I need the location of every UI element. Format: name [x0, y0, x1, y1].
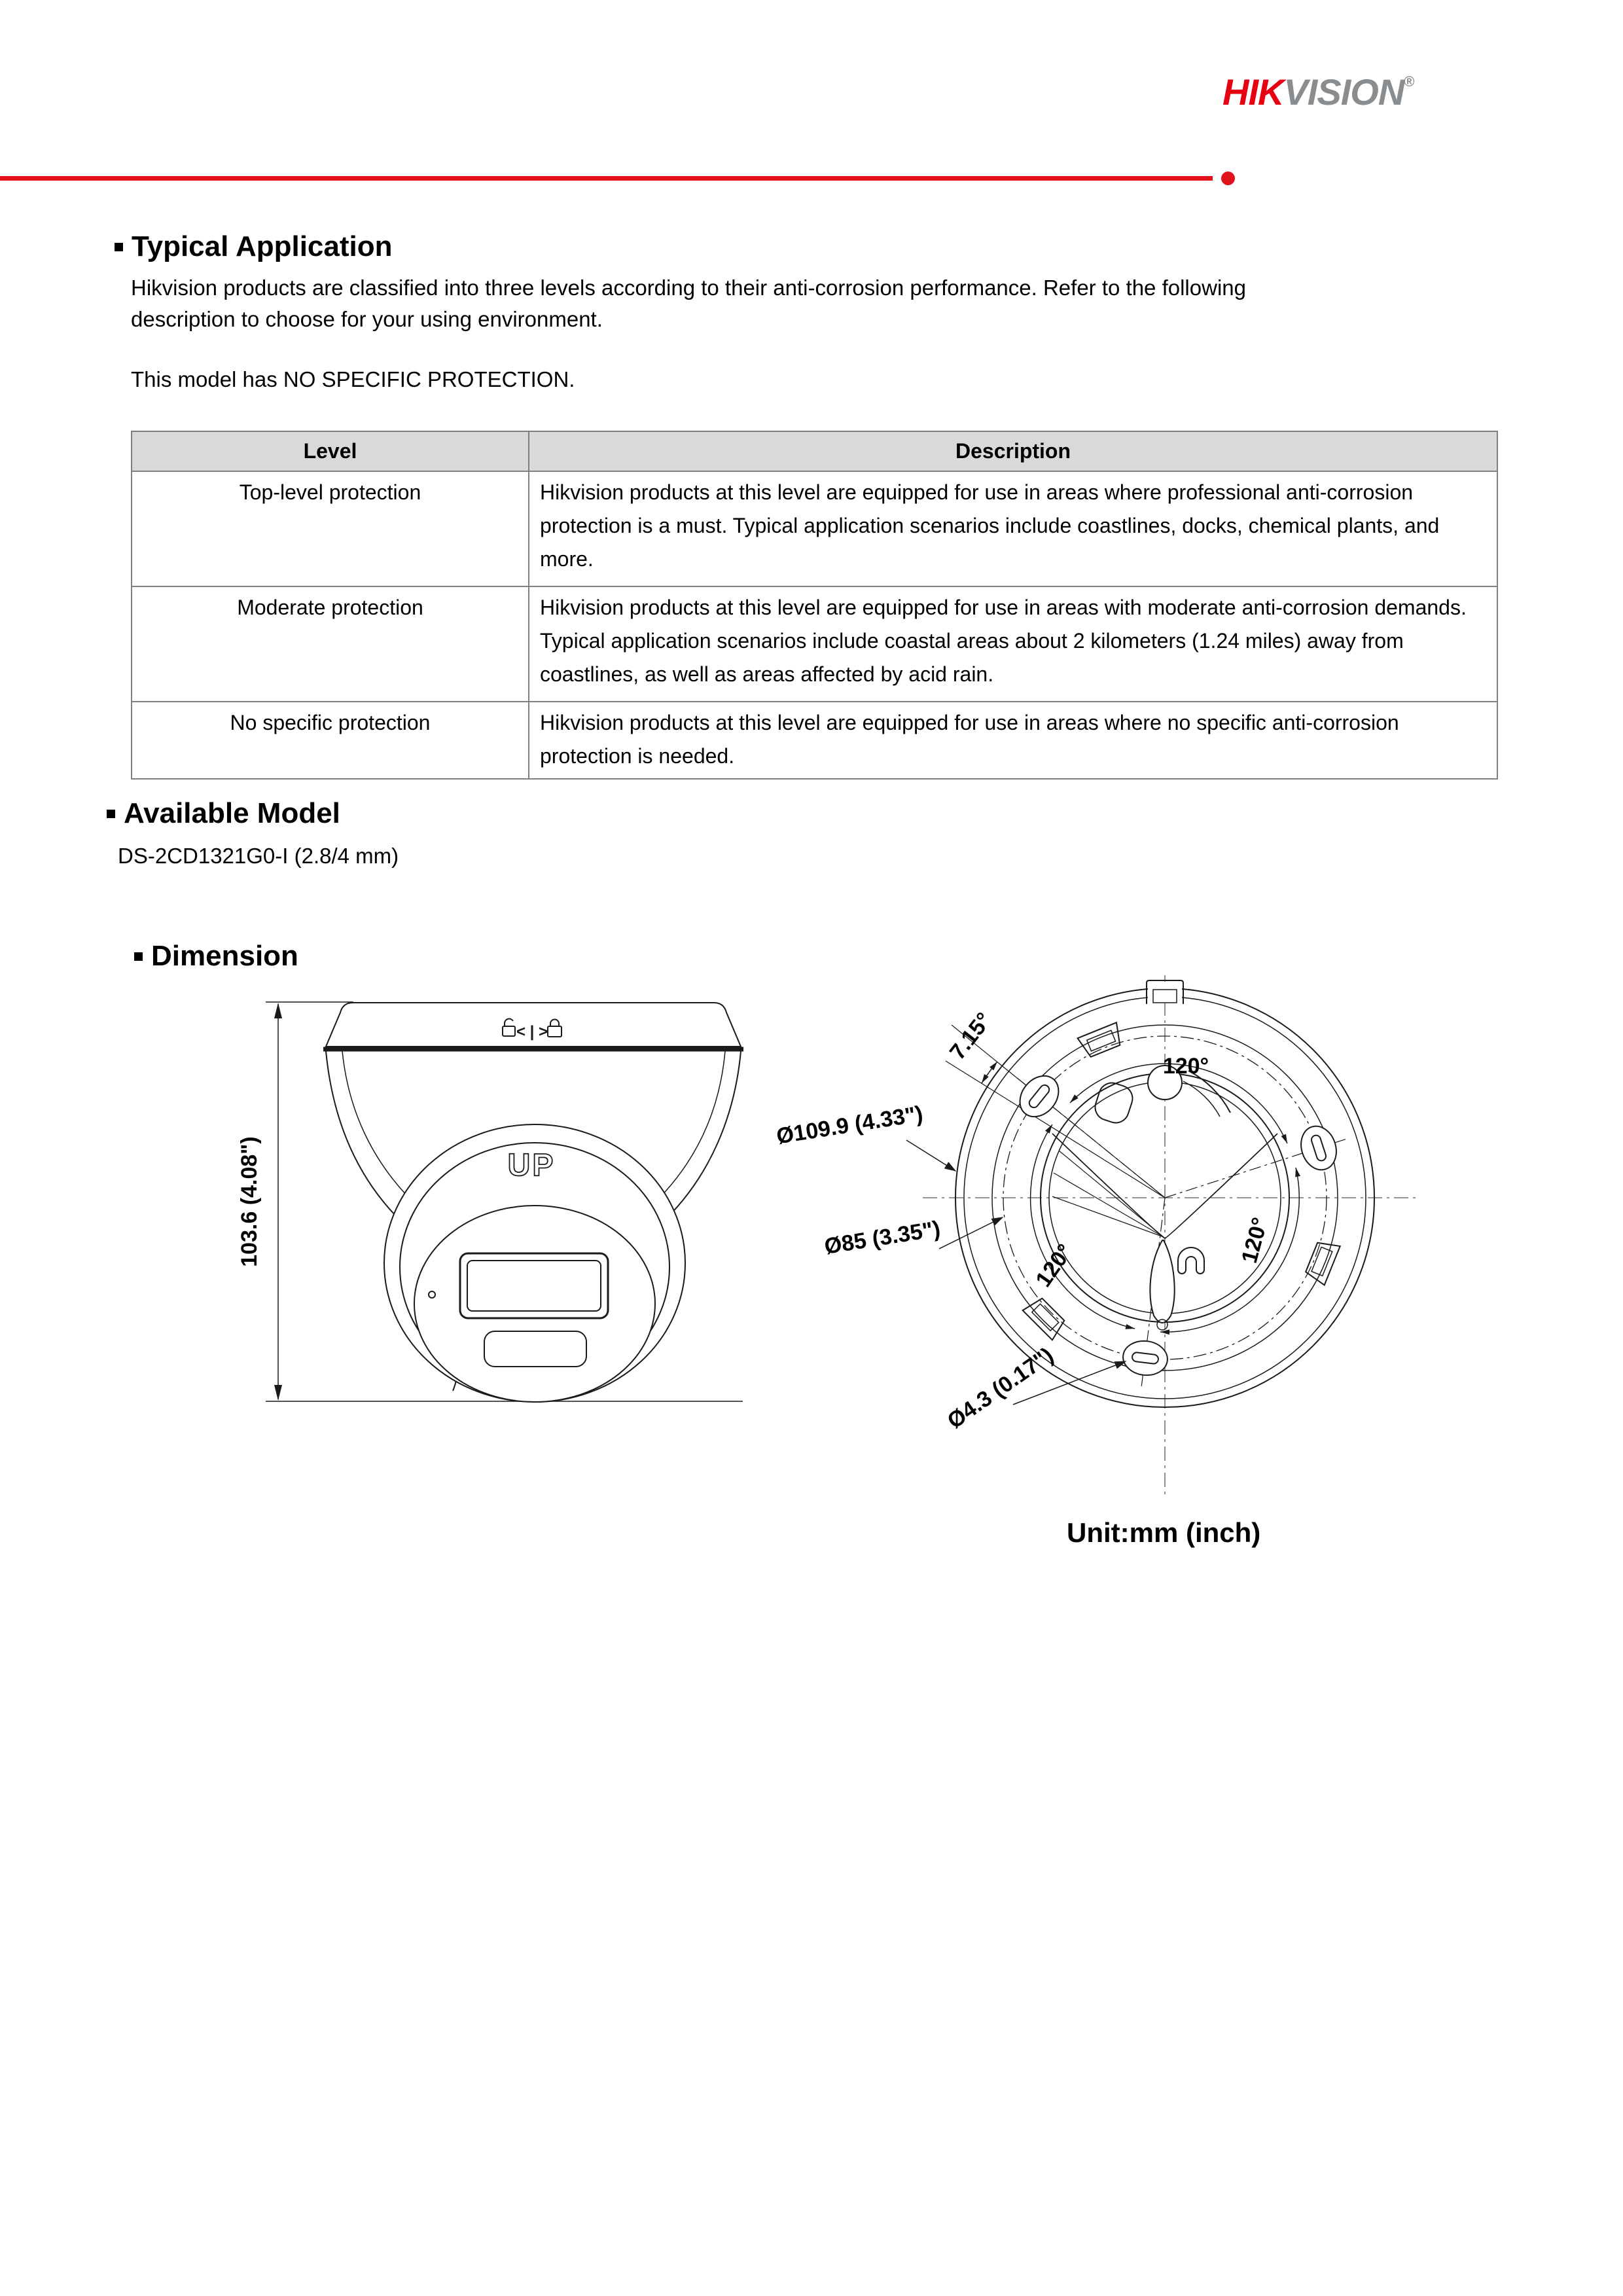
section-heading-typical-application: [115, 230, 393, 263]
square-bullet-icon: [115, 243, 123, 251]
header-rule-dot-icon: [1221, 171, 1235, 185]
heading-text: Typical Application: [132, 230, 393, 262]
mount-tab: [1023, 1295, 1068, 1340]
up-label: UP: [507, 1148, 556, 1183]
table-header-row: [132, 431, 1497, 471]
radial-centerlines: [1016, 1077, 1347, 1388]
protection-level-table: [131, 431, 1498, 780]
heading-text: Dimension: [151, 940, 298, 972]
angle-label-120-top: 120°: [1162, 1054, 1209, 1079]
intro-line-1: Hikvision products are classified into three levels according to their anti-corrosion performance. Refer to the following: [131, 276, 1246, 300]
cell-description: Hikvision products at this level are equipped for use in areas with moderate anti-corrosion demands. Typical application scenarios include coastal areas about 2 kilometers (1.24 miles) away from coastlines, as well as areas affected by acid rain.: [529, 586, 1497, 702]
arrowhead-up-icon: [274, 1003, 282, 1018]
mount-tab: [1078, 1022, 1125, 1058]
cable-hole: [1150, 1240, 1174, 1323]
logo-hik-text: HIK: [1222, 71, 1284, 113]
registered-mark: ®: [1404, 73, 1414, 90]
column-header-level: Level: [132, 431, 529, 471]
logo-vision-text: VISION: [1283, 71, 1404, 113]
rotate-adjust-icon: < | >: [516, 1023, 548, 1041]
heading-text: Available Model: [124, 797, 340, 829]
skirt-inner-contour: [342, 1051, 416, 1204]
screw-hole-label: Ø4.3 (0.17"): [942, 1342, 1058, 1434]
mount-tab: [1304, 1238, 1340, 1285]
section-heading-dimension: [134, 940, 298, 973]
angle-label-120-left: 120°: [1031, 1239, 1078, 1292]
column-header-description: Description: [529, 431, 1497, 471]
camera-side-view-drawing: [223, 982, 746, 1427]
square-bullet-icon: [107, 810, 115, 818]
lens-window-outer: [460, 1253, 608, 1318]
hikvision-logo: [1222, 71, 1414, 113]
bracket-arc: [1183, 1081, 1220, 1117]
camera-bottom-view-drawing: [746, 942, 1440, 1505]
protection-note: This model has NO SPECIFIC PROTECTION.: [131, 367, 575, 391]
table-row: [132, 702, 1497, 779]
hook-cutout: [1178, 1247, 1204, 1274]
unit-note: Unit:mm (inch): [1067, 1517, 1261, 1548]
cell-level: Moderate protection: [132, 586, 529, 702]
header-rule: [0, 176, 1213, 181]
angle-label-7-15: 7.15°: [944, 1008, 997, 1065]
outer-diameter-label: Ø109.9 (4.33"): [774, 1101, 925, 1149]
square-bullet-icon: [134, 952, 143, 961]
table-row: [132, 471, 1497, 586]
leader-bolt-dia: [939, 1217, 1003, 1249]
section-heading-available-model: [107, 797, 340, 830]
model-number: DS-2CD1321G0-I (2.8/4 mm): [118, 844, 399, 868]
bolt-circle-label: Ø85 (3.35"): [823, 1216, 942, 1259]
skirt-inner-contour: [656, 1051, 725, 1202]
cell-level: Top-level protection: [132, 471, 529, 586]
intro-line-2: description to choose for your using environment.: [131, 307, 603, 331]
label-plate: [484, 1331, 586, 1367]
arrowhead-down-icon: [274, 1385, 282, 1401]
leader-outer-dia: [906, 1140, 955, 1171]
cell-description: Hikvision products at this level are equipped for use in areas where no specific anti-corrosion protection is needed.: [529, 702, 1497, 779]
screw-hole: [1121, 1338, 1169, 1378]
cell-level: No specific protection: [132, 702, 529, 779]
fan-lines: [1052, 1151, 1164, 1237]
height-dimension-label: 103.6 (4.08"): [237, 1136, 262, 1267]
table-row: [132, 586, 1497, 702]
cell-description: Hikvision products at this level are equipped for use in areas where professional anti-corrosion protection is a must. Typical application scenarios include coastlines, docks, chemical plants, and more.: [529, 471, 1497, 586]
angle-label-120-right: 120°: [1236, 1215, 1273, 1266]
angle-arc-120-left: [1031, 1124, 1135, 1329]
